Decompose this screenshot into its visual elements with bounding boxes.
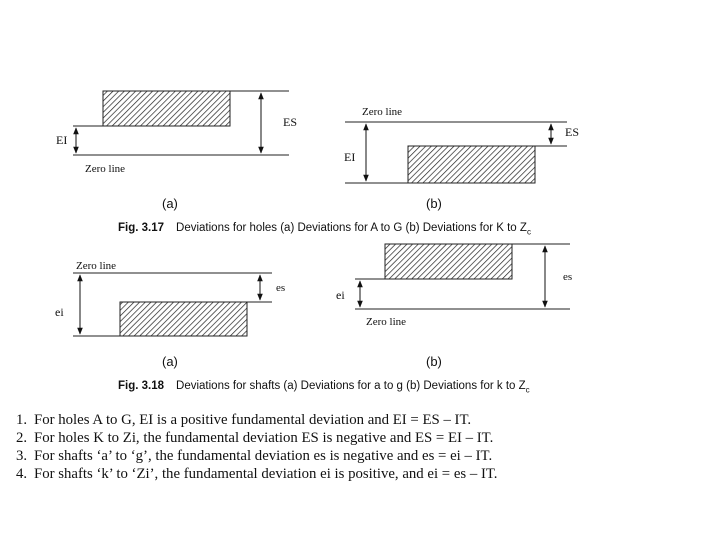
fig317b-es-label: ES bbox=[565, 125, 580, 139]
fig318a-shaft-zone bbox=[120, 302, 247, 336]
fig318-caption bbox=[118, 380, 530, 394]
list-item-number: 2. bbox=[16, 430, 28, 446]
list-item bbox=[16, 465, 498, 483]
fig317a-diagram bbox=[73, 91, 289, 155]
fig317a-es-label: ES bbox=[283, 115, 298, 129]
list-item bbox=[16, 411, 498, 429]
fig318b-sublabel: (b) bbox=[426, 354, 442, 369]
fig318-caption-number: Fig. 3.18 bbox=[118, 380, 165, 392]
fig318a-es-label: es bbox=[276, 282, 286, 294]
fig317b-sublabel: (b) bbox=[426, 196, 442, 211]
list-item-text: For shafts ‘k’ to ‘Zi’, the fundamental deviation ei is positive, and ei = es – IT. bbox=[34, 466, 498, 482]
fig318b-es-label: es bbox=[563, 271, 573, 283]
fig317b-ei-label: EI bbox=[344, 150, 356, 164]
fig317a-hole-zone bbox=[103, 91, 230, 126]
fig318a-zero-line-label: Zero line bbox=[76, 260, 117, 272]
fig318-caption-subscript: c bbox=[525, 385, 530, 395]
fig317b-diagram bbox=[345, 122, 567, 183]
list-item-number: 1. bbox=[16, 412, 28, 428]
list-item-text: For holes A to G, EI is a positive fundamental deviation and EI = ES – IT. bbox=[34, 412, 472, 428]
fig317b-zero-line-label: Zero line bbox=[362, 106, 403, 118]
fig317-caption-subscript: c bbox=[526, 227, 531, 237]
fig318b-zero-line-label: Zero line bbox=[366, 316, 407, 328]
fig318a-sublabel: (a) bbox=[162, 354, 178, 369]
list-item bbox=[16, 429, 498, 447]
fig318a-diagram bbox=[73, 273, 272, 336]
deviation-rules-list bbox=[16, 411, 498, 483]
fig317-caption bbox=[118, 222, 531, 236]
fig318b-ei-label: ei bbox=[336, 288, 345, 302]
fig317-caption-text: Deviations for holes (a) Deviations for A to G (b) Deviations for K to Z bbox=[176, 222, 527, 234]
fig318b-diagram bbox=[355, 244, 573, 309]
fig317a-ei-label: EI bbox=[56, 133, 68, 147]
fig317a-sublabel: (a) bbox=[162, 196, 178, 211]
fig317a-zero-line-label: Zero line bbox=[85, 163, 126, 175]
list-item bbox=[16, 447, 498, 465]
fig318b-shaft-zone bbox=[385, 244, 512, 279]
list-item-number: 4. bbox=[16, 466, 28, 482]
fig318a-ei-label: ei bbox=[55, 305, 64, 319]
fig317-caption-number: Fig. 3.17 bbox=[118, 222, 165, 234]
list-item-text: For shafts ‘a’ to ‘g’, the fundamental deviation es is negative and es = ei – IT. bbox=[34, 448, 493, 464]
fig317b-hole-zone bbox=[408, 146, 535, 183]
list-item-text: For holes K to Zi, the fundamental deviation ES is negative and ES = EI – IT. bbox=[34, 430, 494, 446]
list-item-number: 3. bbox=[16, 448, 28, 464]
fig318-caption-text: Deviations for shafts (a) Deviations for a to g (b) Deviations for k to Z bbox=[176, 380, 526, 392]
